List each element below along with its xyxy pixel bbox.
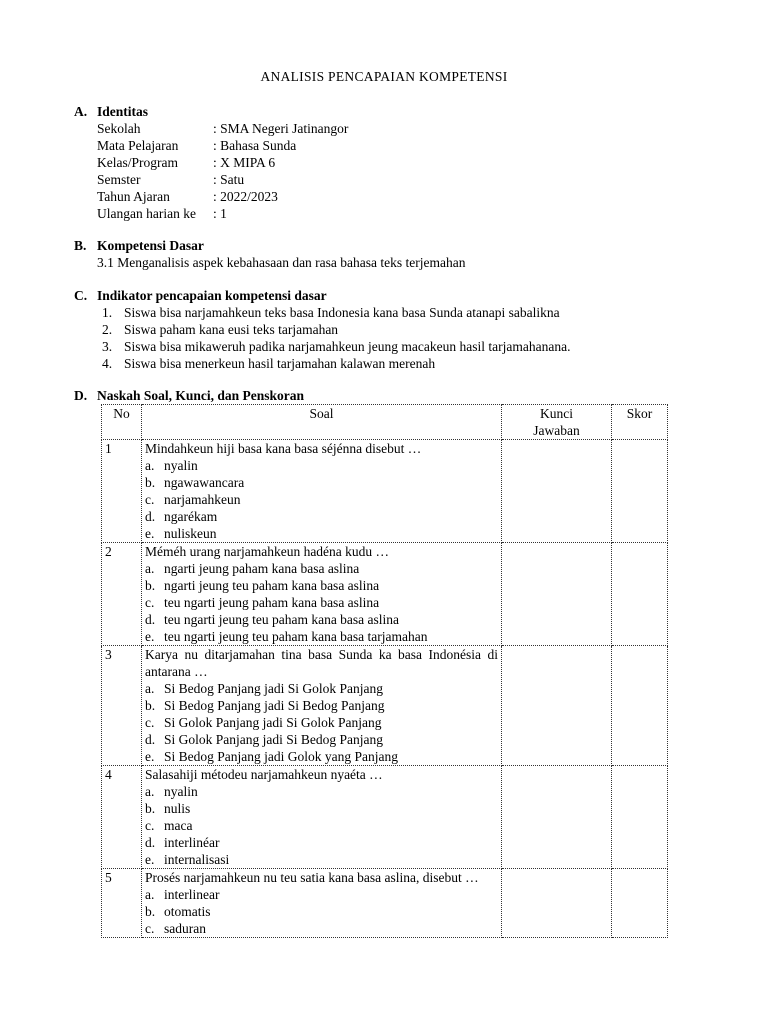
option-text: ngarékam [164,509,218,524]
identitas-label: Sekolah [97,121,141,136]
indikator-number: 2. [102,322,113,337]
option-letter: b. [145,698,156,713]
indikator-text: Siswa paham kana eusi teks tarjamahan [124,322,339,337]
option-text: saduran [164,921,206,936]
section-indikator [74,287,694,372]
section-title: Indikator pencapaian kompetensi dasar [97,288,327,303]
column-header-skor: Skor [612,405,668,440]
option-letter: a. [145,458,155,473]
option-letter: b. [145,904,156,919]
option-letter: d. [145,612,156,627]
table-row [102,766,668,869]
option-letter: a. [145,784,155,799]
table-row [102,440,668,543]
option-text: narjamahkeun [164,492,241,507]
option-letter: b. [145,578,156,593]
option-text: Si Bedog Panjang jadi Si Bedog Panjang [164,698,385,713]
question-cell [142,869,502,938]
identitas-value: : X MIPA 6 [213,155,276,170]
section-kompetensi [74,237,694,271]
answer-option [145,748,498,765]
answer-option [145,697,498,714]
column-header-kunci [502,405,612,440]
score-cell [612,869,668,938]
score-cell [612,440,668,543]
identitas-value: : Bahasa Sunda [213,138,297,153]
answer-option [145,817,498,834]
indikator-item [74,304,694,321]
answer-option [145,594,498,611]
answer-option [145,903,498,920]
answer-key-cell [502,440,612,543]
indikator-number: 4. [102,356,113,371]
identitas-value: : 2022/2023 [213,189,278,204]
answer-option [145,851,498,868]
answer-key-cell [502,543,612,646]
option-text: Si Golok Panjang jadi Si Golok Panjang [164,715,382,730]
identitas-label: Kelas/Program [97,155,178,170]
indikator-text: Siswa bisa mikaweruh padika narjamahkeun jeung macakeun hasil tarjamahanana. [124,339,571,354]
table-row [102,646,668,766]
section-letter: A. [74,104,88,119]
option-letter: e. [145,852,155,867]
page-title: ANALISIS PENCAPAIAN KOMPETENSI [260,69,508,84]
option-letter: e. [145,526,155,541]
section-letter: C. [74,288,88,303]
answer-option [145,886,498,903]
answer-option [145,577,498,594]
option-text: maca [164,818,193,833]
option-letter: a. [145,887,155,902]
answer-option [145,560,498,577]
option-text: nyalin [164,784,198,799]
answer-option [145,920,498,937]
answer-option [145,731,498,748]
question-number: 2 [102,543,142,646]
table-header-row [102,405,668,440]
answer-option [145,800,498,817]
score-cell [612,646,668,766]
column-header-no: No [102,405,142,440]
section-letter: B. [74,238,87,253]
option-letter: c. [145,818,155,833]
indikator-text: Siswa bisa menerkeun hasil tarjamahan kalawan merenah [124,356,436,371]
identitas-value: : 1 [213,206,227,221]
answer-option [145,491,498,508]
option-text: nulis [164,801,191,816]
question-cell [142,646,502,766]
identitas-label: Mata Pelajaran [97,138,179,153]
question-number: 4 [102,766,142,869]
indikator-text: Siswa bisa narjamahkeun teks basa Indonesia kana basa Sunda atanapi sabalikna [124,305,560,320]
section-identitas-heading [74,103,694,120]
option-text: ngarti jeung teu paham kana basa aslina [164,578,380,593]
soal-table [101,404,668,938]
identitas-row-kelas [74,154,694,171]
identitas-label: Semster [97,172,141,187]
option-text: otomatis [164,904,211,919]
section-naskah [74,387,694,404]
answer-key-cell [502,869,612,938]
answer-option [145,611,498,628]
indikator-item [74,338,694,355]
section-title: Kompetensi Dasar [97,238,204,253]
option-text: nuliskeun [164,526,217,541]
option-letter: e. [145,629,155,644]
question-number: 3 [102,646,142,766]
option-letter: c. [145,595,155,610]
option-letter: b. [145,475,156,490]
column-header-soal: Soal [142,405,502,440]
identitas-row-semester [74,171,694,188]
section-title: Naskah Soal, Kunci, dan Penskoran [97,388,305,403]
column-header-kunci-line2: Jawaban [533,423,580,438]
section-title: Identitas [97,104,149,119]
option-text: Si Bedog Panjang jadi Si Golok Panjang [164,681,383,696]
answer-option [145,474,498,491]
question-text: Méméh urang narjamahkeun hadéna kudu … [145,544,390,559]
answer-key-cell [502,646,612,766]
option-text: ngarti jeung paham kana basa aslina [164,561,360,576]
question-text: Mindahkeun hiji basa kana basa séjénna disebut … [145,441,422,456]
answer-option [145,508,498,525]
option-letter: c. [145,921,155,936]
answer-key-cell [502,766,612,869]
question-cell [142,440,502,543]
option-text: teu ngarti jeung teu paham kana basa tarjamahan [164,629,428,644]
answer-option [145,457,498,474]
option-text: interlinear [164,887,220,902]
option-text: nyalin [164,458,198,473]
option-text: Si Bedog Panjang jadi Golok yang Panjang [164,749,398,764]
identitas-label: Tahun Ajaran [97,189,170,204]
answer-option [145,680,498,697]
indikator-item [74,355,694,372]
score-cell [612,766,668,869]
option-letter: d. [145,732,156,747]
option-text: teu ngarti jeung teu paham kana basa aslina [164,612,400,627]
column-header-kunci-line1: Kunci [540,406,573,421]
option-letter: b. [145,801,156,816]
answer-option [145,525,498,542]
section-kompetensi-heading [74,237,694,254]
section-identitas [74,103,694,222]
section-letter: D. [74,388,88,403]
indikator-item [74,321,694,338]
question-text: Prosés narjamahkeun nu teu satia kana basa aslina, disebut … [145,870,479,885]
indikator-number: 3. [102,339,113,354]
identitas-row-tahun [74,188,694,205]
indikator-number: 1. [102,305,113,320]
option-text: teu ngarti jeung paham kana basa aslina [164,595,380,610]
identitas-value: : SMA Negeri Jatinangor [213,121,349,136]
answer-option [145,783,498,800]
option-letter: a. [145,681,155,696]
option-letter: a. [145,561,155,576]
question-text: Salasahiji métodeu narjamahkeun nyaéta … [145,767,383,782]
option-text: internalisasi [164,852,230,867]
option-text: interlinéar [164,835,220,850]
identitas-row-ulangan [74,205,694,222]
score-cell [612,543,668,646]
table-row [102,543,668,646]
question-cell [142,766,502,869]
identitas-row-mapel [74,137,694,154]
question-number: 1 [102,440,142,543]
question-cell [142,543,502,646]
option-letter: d. [145,835,156,850]
table-row [102,869,668,938]
section-indikator-heading [74,287,694,304]
kompetensi-text: 3.1 Menganalisis aspek kebahasaan dan rasa bahasa teks terjemahan [97,255,466,270]
option-text: ngawawancara [164,475,245,490]
option-text: Si Golok Panjang jadi Si Bedog Panjang [164,732,383,747]
section-naskah-heading [74,387,694,404]
answer-option [145,834,498,851]
option-letter: e. [145,749,155,764]
question-text: Karya nu ditarjamahan tina basa Sunda ka basa Indonésia di antarana … [145,647,498,679]
question-number: 5 [102,869,142,938]
answer-option [145,714,498,731]
option-letter: c. [145,492,155,507]
option-letter: c. [145,715,155,730]
identitas-value: : Satu [213,172,245,187]
option-letter: d. [145,509,156,524]
identitas-row-sekolah [74,120,694,137]
identitas-label: Ulangan harian ke [97,206,196,221]
answer-option [145,628,498,645]
